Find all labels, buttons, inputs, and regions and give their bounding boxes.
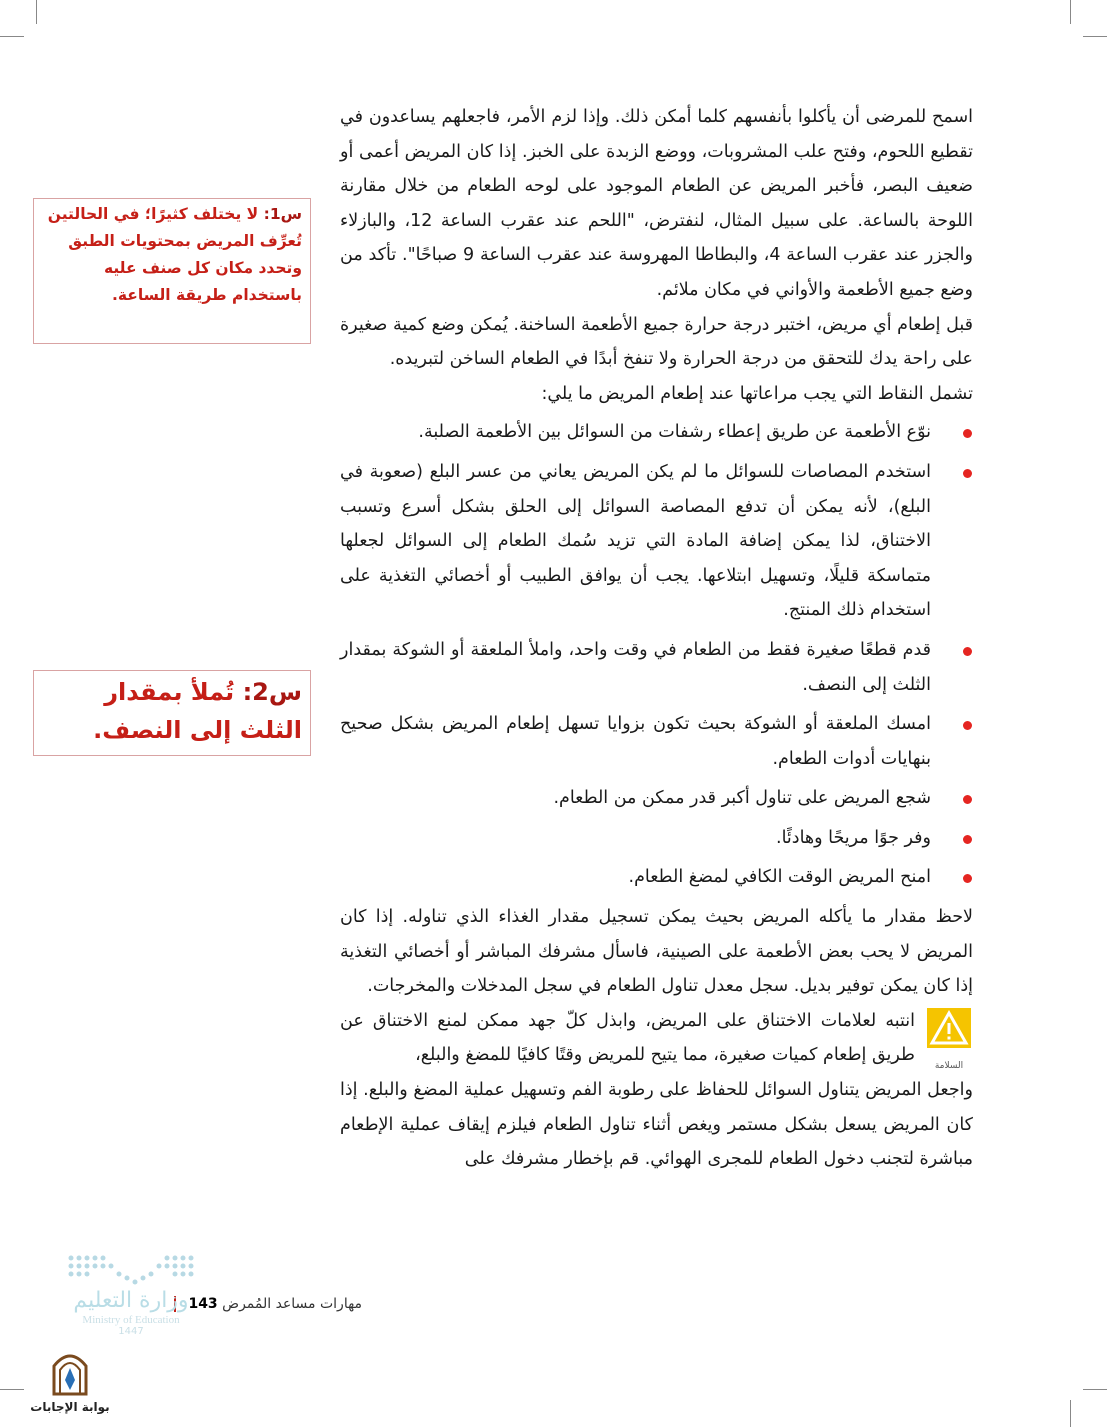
crop-mark <box>1083 1389 1107 1390</box>
paragraph-intake: لاحظ مقدار ما يأكله المريض بحيث يمكن تسجيل مقدار الغذاء الذي تناوله. إذا كان المريض لا يحب بعض الأطعمة على الصينية، فاسأل مشرفك المباشر أو أخصائي التغذية إذا كان يمكن توفير بديل. سجل معدل تناول الطعام في سجل المدخلات والمخرجات. <box>340 907 973 997</box>
answer-box-1 <box>33 198 311 344</box>
crop-mark <box>0 1389 24 1390</box>
list-item: قدم قطعًا صغيرة فقط من الطعام في وقت واحد، واملأ الملعقة أو الشوكة بمقدار الثلث إلى النصف. <box>340 633 931 702</box>
crop-mark <box>36 0 37 24</box>
list-item: وفر جوًا مريحًا وهادئًا. <box>340 821 931 856</box>
crop-mark <box>1070 1400 1071 1427</box>
answer-2-label: س2: <box>242 678 302 706</box>
ministry-year: 1447 <box>118 1326 144 1337</box>
safety-label: السلامة <box>934 1061 964 1072</box>
answer-1-text: لا يختلف كثيرًا؛ في الحالتين تُعرِّف المريض بمحتويات الطبق وتحدد مكان كل صنف عليه باستخدام طريقة الساعة. <box>47 205 302 304</box>
ministry-logo <box>56 1252 206 1337</box>
paragraph-points-intro: تشمل النقاط التي يجب مراعاتها عند إطعام المريض ما يلي: <box>541 383 973 404</box>
paragraph-self-feeding: اسمح للمرضى أن يأكلوا بأنفسهم كلما أمكن ذلك. وإذا لزم الأمر، فاجعلهم يساعدون في تقطيع اللحوم، وفتح علب المشروبات، ووضع الزبدة على الخبز. إذا كان المريض أعمى أو ضعيف البصر، فأخبر المريض عن الطعام الموجود على لوحه الطعام من خلال مقارنة اللوحة بالساعة. على سبيل المثال، لنفترض، "اللحم عند عقرب الساعة 12، والبازلاء والجزر عند عقرب الساعة 4، والبطاطا المهروسة عند عقرب الساعة 9 صباحًا". تأكد من وضع جميع الأطعمة والأواني في مكان ملائم. <box>340 107 973 300</box>
dots-logo-icon <box>61 1252 201 1292</box>
ministry-arabic-name: وزارة التعليم <box>73 1288 189 1313</box>
crop-mark <box>1070 0 1071 24</box>
answer-1-label: س1: <box>263 205 302 223</box>
paragraph-choking: واجعل المريض يتناول السوائل للحفاظ على رطوبة الفم وتسهيل عملية المضغ والبلع. إذا كان المريض يسعل بشكل مستمر ويغص أثناء تناول الطعام فيلزم إيقاف عملية الإطعام مباشرة لتجنب دخول الطعام للمجرى الهوائي. قم بإخطار مشرفك على <box>340 1080 973 1170</box>
list-item: شجع المريض على تناول أكبر قدر ممكن من الطعام. <box>340 781 931 816</box>
footer-book-title: مهارات مساعد المُمرض <box>222 1296 363 1312</box>
gate-emblem-icon <box>48 1350 92 1396</box>
safety-marker <box>925 1008 973 1073</box>
caution-text: انتبه لعلامات الاختناق على المريض، وابذل كلّ جهد ممكن لمنع الاختناق عن طريق إطعام كميات صغيرة، مما يتيح للمريض وقتًا كافيًا للمضغ والبلع، <box>340 1010 915 1066</box>
gate-label: بوابة الإجابات <box>30 1400 110 1414</box>
list-item: استخدم المصاصات للسوائل ما لم يكن المريض يعاني من عسر البلع (صعوبة في البلع)، لأنه يمكن أن تدفع المصاصة السوائل إلى الحلق بشكل أسرع وتسبب الاختناق، لذا يمكن إضافة المادة التي تزيد سُمك الطعام إلى السوائل لجعلها متماسكة قليلًا، وتسهيل ابتلاعها. يجب أن يوافق الطبيب أو أخصائي التغذية على استخدام ذلك المنتج. <box>340 455 931 628</box>
answer-box-2 <box>33 670 311 756</box>
list-item: امنح المريض الوقت الكافي لمضغ الطعام. <box>340 860 931 895</box>
crop-mark <box>1083 36 1107 37</box>
paragraph-temperature: قبل إطعام أي مريض، اختبر درجة حرارة جميع الأطعمة الساخنة. يُمكن وضع كمية صغيرة على راحة يدك للتحقق من درجة الحرارة ولا تنفخ أبدًا في الطعام الساخن لتبريده. <box>340 314 973 370</box>
ministry-english-name: Ministry of Education <box>82 1314 180 1326</box>
list-item: امسك الملعقة أو الشوكة بحيث تكون بزوايا تسهل إطعام المريض بشكل صحيح بنهايات أدوات الطعام. <box>340 707 931 776</box>
crop-mark <box>0 36 24 37</box>
list-item: نوّع الأطعمة عن طريق إعطاء رشفات من السوائل بين الأطعمة الصلبة. <box>340 415 931 450</box>
warning-triangle-icon <box>927 1008 971 1048</box>
safety-caution-block <box>340 1004 973 1073</box>
main-text-column <box>340 100 973 1177</box>
answers-gate-watermark <box>30 1350 110 1414</box>
feeding-bullet-list <box>340 415 973 895</box>
page-number: 143 <box>188 1296 218 1312</box>
answer-2-text: تُملأ بمقدار الثلث إلى النصف. <box>93 678 302 744</box>
